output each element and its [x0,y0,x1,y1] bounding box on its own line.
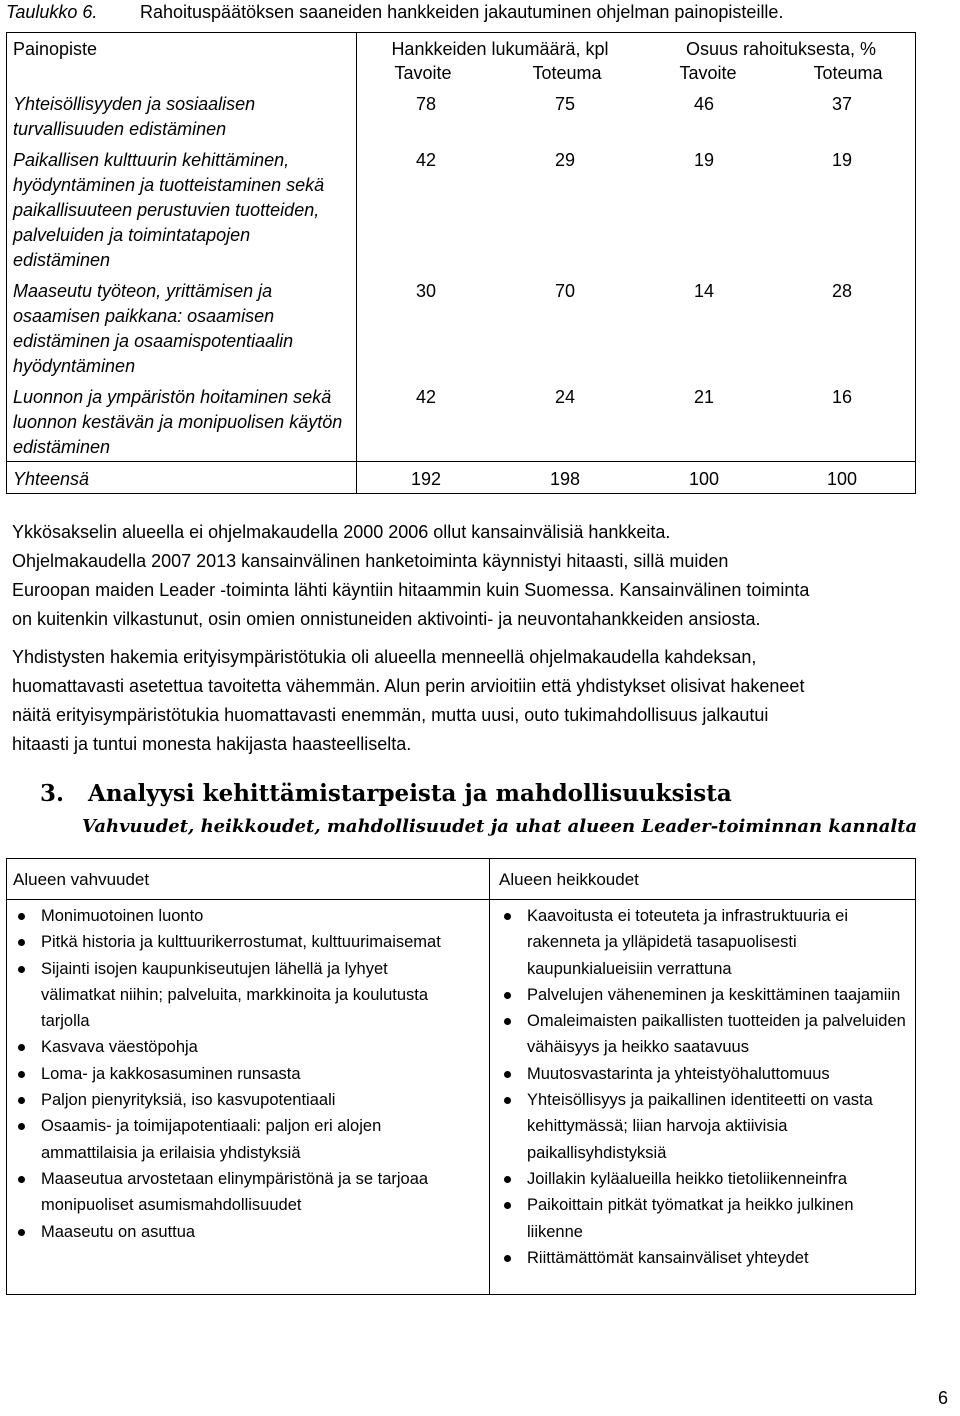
list-item: Osaamis- ja toimijapotentiaali: paljon eri alojen ammattilaisia ja erilaisia yhdistyksiä [13,1113,459,1166]
section-title: Analyysi kehittämistarpeista ja mahdollisuuksista [88,780,732,807]
header-painopiste: Painopiste [13,39,98,59]
header-tavoite-1: Tavoite [394,63,452,83]
table-divider [7,461,915,462]
list-item: Kaavoitusta ei toteuteta ja infrastruktuuria ei rakenneta ja ylläpidetä tasapuolisesti kaupunkialueisiin verrattuna [499,903,909,982]
list-item: Sijainti isojen kaupunkiseutujen lähellä ja lyhyet välimatkat niihin; palveluita, markkinoita ja koulutusta tarjolla [13,956,459,1035]
section-heading [40,780,732,807]
row-label-maaseutu: Maaseutu työteon, yrittämisen ja osaamisen paikkana: osaamisen edistäminen ja osaamispotentiaalin hyödyntäminen [13,281,294,376]
table-divider [7,899,915,900]
table-cell: 14 [693,281,715,301]
table-cell: 46 [693,94,715,114]
paragraph-line: on kuitenkin vilkastunut, osin omien onnistuneiden aktivointi- ja neuvontahankkeiden ansiosta. [12,609,761,629]
header-toteuma-1: Toteuma [532,63,602,83]
list-item: Pitkä historia ja kulttuurikerrostumat, kulttuurimaisemat [13,929,459,955]
list-item: Yhteisöllisyys ja paikallinen identiteetti on vasta kehittymässä; liian harvoja aktiivisia paikallisyhdistyksiä [499,1087,909,1166]
table-divider [489,859,490,1294]
row-label-yhteisollisyys: Yhteisöllisyyden ja sosiaalisen turvallisuuden edistäminen [13,94,256,139]
paragraph-line: Ohjelmakaudella 2007 2013 kansainvälinen hanketoiminta käynnistyi hitaasti, sillä muiden [12,551,729,571]
list-item: Joillakin kyläalueilla heikko tietoliikenneinfra [499,1166,909,1192]
list-item: Kasvava väestöpohja [13,1034,459,1060]
table-cell: 70 [554,281,576,301]
table-cell: 19 [693,150,715,170]
paragraph-environmental-support [12,643,952,759]
table-cell: 19 [831,150,853,170]
table-cell: 192 [410,469,442,489]
paragraph-line: Ykkösakselin alueella ei ohjelmakaudella 2000 2006 ollut kansainvälisiä hankkeita. [12,522,671,542]
table-cell: 100 [688,469,720,489]
swot-table [6,858,916,1295]
row-label-yhteensa: Yhteensä [13,469,90,489]
header-osuus-rahoituksesta: Osuus rahoituksesta, % [685,39,877,59]
row-label-luonto: Luonnon ja ympäristön hoitaminen sekä luonnon kestävän ja monipuolisen käytön edistäminen [13,387,343,457]
list-item: Muutosvastarinta ja yhteistyöhaluttomuus [499,1061,909,1087]
weaknesses-list [499,903,909,1271]
list-item: Maaseutu on asuttua [13,1219,459,1245]
list-item: Loma- ja kakkosasuminen runsasta [13,1061,459,1087]
paragraph-line: Euroopan maiden Leader -toiminta lähti käyntiin hitaammin kuin Suomessa. Kansainvälinen toiminta [12,580,810,600]
paragraph-line: hitaasti ja tuntui monesta hakijasta haasteelliselta. [12,734,412,754]
page-number: 6 [937,1388,948,1408]
paragraph-line: huomattavasti asetettua tavoitetta vähemmän. Alun perin arvioitiin että yhdistykset olisivat hakeneet [12,676,805,696]
list-item: Omaleimaisten paikallisten tuotteiden ja palveluiden vähäisyys ja heikko saatavuus [499,1008,909,1061]
caption-text: Rahoituspäätöksen saaneiden hankkeiden jakautuminen ohjelman painopisteille. [140,2,784,22]
table-cell: 29 [554,150,576,170]
header-hankkeiden-lukumaara: Hankkeiden lukumäärä, kpl [391,39,609,59]
table-cell: 42 [415,387,437,407]
table-cell: 78 [415,94,437,114]
table-cell: 24 [554,387,576,407]
strengths-header: Alueen vahvuudet [13,870,150,889]
paragraph-line: Yhdistysten hakemia erityisympäristötukia oli alueella menneellä ohjelmakaudella kahdeksan, [12,647,757,667]
table-caption [6,0,783,24]
list-item: Paikoittain pitkät työmatkat ja heikko julkinen liikenne [499,1192,909,1245]
table-cell: 28 [831,281,853,301]
row-label-paikallinen-kulttuuri: Paikallisen kulttuurin kehittäminen, hyödyntäminen ja tuotteistaminen sekä paikallisuuteen perustuvien tuotteiden, palveluiden ja toimintatapojen edistäminen [13,150,325,270]
list-item: Maaseutua arvostetaan elinympäristönä ja se tarjoaa monipuoliset asumismahdollisuudet [13,1166,459,1219]
section-subtitle: Vahvuudet, heikkoudet, mahdollisuudet ja uhat alueen Leader-toiminnan kannalta [82,816,918,837]
paragraph-international [12,518,952,634]
header-tavoite-2: Tavoite [679,63,737,83]
weaknesses-header: Alueen heikkoudet [499,870,639,889]
table-cell: 198 [549,469,581,489]
header-toteuma-2: Toteuma [813,63,883,83]
section-number: 3. [40,780,65,807]
funding-table [6,32,916,494]
caption-label: Taulukko 6. [6,2,98,22]
table-cell: 30 [415,281,437,301]
strengths-list [13,903,459,1245]
list-item: Palvelujen väheneminen ja keskittäminen taajamiin [499,982,909,1008]
list-item: Riittämättömät kansainväliset yhteydet [499,1245,909,1271]
table-cell: 75 [554,94,576,114]
list-item: Paljon pienyrityksiä, iso kasvupotentiaali [13,1087,459,1113]
table-cell: 42 [415,150,437,170]
list-item: Monimuotoinen luonto [13,903,459,929]
table-cell: 16 [831,387,853,407]
paragraph-line: näitä erityisympäristötukia huomattavasti enemmän, mutta uusi, outo tukimahdollisuus jalkautui [12,705,769,725]
table-cell: 100 [826,469,858,489]
table-cell: 37 [831,94,853,114]
table-cell: 21 [693,387,715,407]
table-divider [356,33,357,493]
